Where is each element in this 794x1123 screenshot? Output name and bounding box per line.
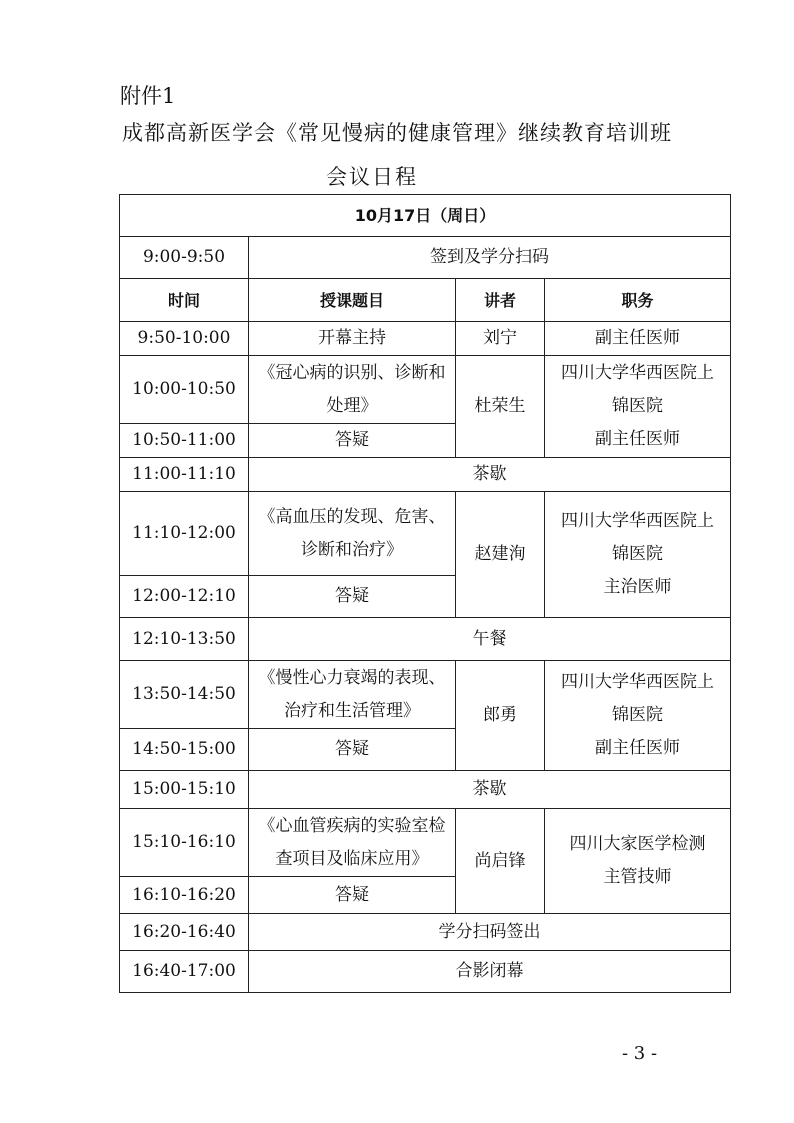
time-cell: 15:10-16:10	[120, 809, 249, 877]
topic-cell: 《慢性心力衰竭的表现、治疗和生活管理》	[249, 661, 456, 729]
time-cell: 10:00-10:50	[120, 356, 249, 424]
break-row	[120, 458, 731, 492]
session-row	[120, 809, 731, 877]
break-row	[120, 771, 731, 809]
break-row	[120, 618, 731, 661]
schedule-table	[119, 194, 731, 993]
event-cell: 学分扫码签出	[249, 914, 731, 951]
topic-cell: 开幕主持	[249, 322, 456, 356]
time-cell: 16:40-17:00	[120, 951, 249, 993]
time-cell: 13:50-14:50	[120, 661, 249, 729]
speaker-cell: 杜荣生	[456, 356, 545, 458]
time-cell: 16:10-16:20	[120, 877, 249, 914]
title-line: 副主任医师	[595, 429, 681, 449]
column-header-title: 职务	[545, 279, 731, 322]
column-header-speaker: 讲者	[456, 279, 545, 322]
title-cell	[545, 809, 731, 914]
topic-cell: 答疑	[249, 877, 456, 914]
checkin-row	[120, 237, 731, 279]
topic-cell: 《心血管疾病的实验室检查项目及临床应用》	[249, 809, 456, 877]
page-number: - 3 -	[622, 1043, 658, 1064]
topic-cell: 答疑	[249, 424, 456, 458]
date-header: 10月17日（周日）	[120, 195, 731, 237]
title-line: 四川大学华西医院上	[561, 363, 715, 383]
event-cell: 茶歇	[249, 771, 731, 809]
speaker-cell: 赵建洵	[456, 492, 545, 618]
time-cell: 9:50-10:00	[120, 322, 249, 356]
time-cell: 15:00-15:10	[120, 771, 249, 809]
event-cell: 签到及学分扫码	[249, 237, 731, 279]
title-cell: 副主任医师	[545, 322, 731, 356]
attachment-label: 附件1	[120, 84, 176, 108]
title-line: 锦医院	[612, 544, 664, 564]
topic-cell: 《高血压的发现、危害、诊断和治疗》	[249, 492, 456, 576]
title-line: 锦医院	[612, 396, 664, 416]
time-cell: 9:00-9:50	[120, 237, 249, 279]
document-title: 成都高新医学会《常见慢病的健康管理》继续教育培训班	[122, 121, 672, 145]
title-line: 主管技师	[603, 867, 672, 887]
speaker-cell: 尚启锋	[456, 809, 545, 914]
title-line: 主治医师	[603, 577, 672, 597]
event-cell: 午餐	[249, 618, 731, 661]
title-line: 四川大学华西医院上	[561, 511, 715, 531]
event-cell: 合影闭幕	[249, 951, 731, 993]
date-header-row	[120, 195, 731, 237]
checkout-row	[120, 914, 731, 951]
time-cell: 14:50-15:00	[120, 729, 249, 771]
time-cell: 11:00-11:10	[120, 458, 249, 492]
title-cell	[545, 492, 731, 618]
time-cell: 12:00-12:10	[120, 576, 249, 618]
document-subtitle: 会议日程	[326, 165, 418, 189]
title-line: 四川大家医学检测	[569, 834, 706, 854]
title-line: 四川大学华西医院上	[561, 672, 715, 692]
closing-row	[120, 951, 731, 993]
column-header-time: 时间	[120, 279, 249, 322]
session-row	[120, 492, 731, 576]
speaker-cell: 郎勇	[456, 661, 545, 771]
session-row	[120, 356, 731, 424]
column-header-row	[120, 279, 731, 322]
title-line: 锦医院	[612, 705, 664, 725]
time-cell: 16:20-16:40	[120, 914, 249, 951]
speaker-cell: 刘宁	[456, 322, 545, 356]
time-cell: 11:10-12:00	[120, 492, 249, 576]
column-header-topic: 授课题目	[249, 279, 456, 322]
topic-cell: 《冠心病的识别、诊断和处理》	[249, 356, 456, 424]
title-cell	[545, 356, 731, 458]
opening-row	[120, 322, 731, 356]
time-cell: 12:10-13:50	[120, 618, 249, 661]
session-row	[120, 661, 731, 729]
title-cell	[545, 661, 731, 771]
time-cell: 10:50-11:00	[120, 424, 249, 458]
topic-cell: 答疑	[249, 729, 456, 771]
title-line: 副主任医师	[595, 738, 681, 758]
topic-cell: 答疑	[249, 576, 456, 618]
event-cell: 茶歇	[249, 458, 731, 492]
